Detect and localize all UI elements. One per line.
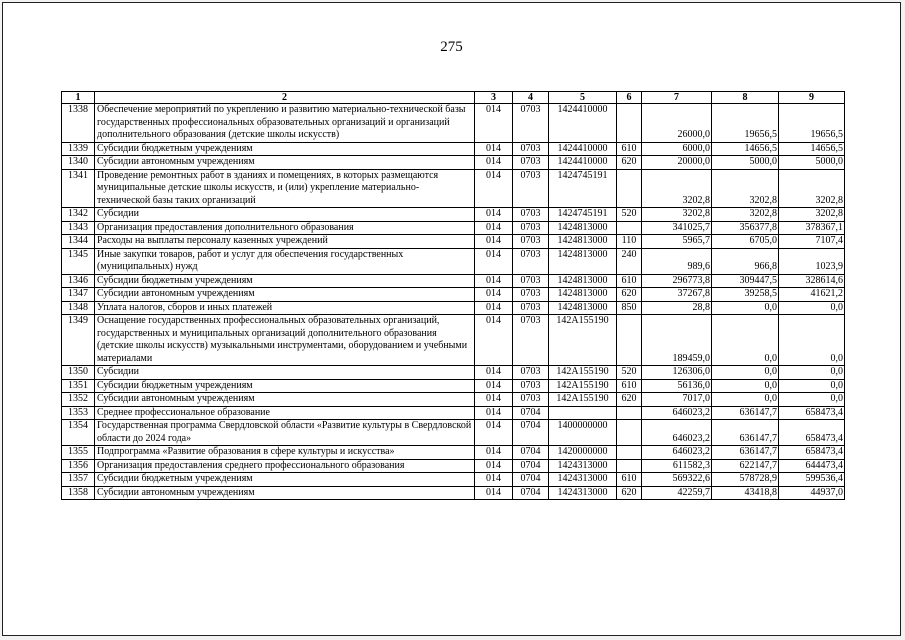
header-cell-9: 9 [779,92,845,104]
header-cell-1: 1 [62,92,95,104]
table-row [62,104,845,143]
amount-col7-cell: 3202,8 [642,208,712,222]
table-row [62,486,845,500]
section-code-cell: 0704 [513,473,549,487]
row-number-cell: 1354 [62,420,95,446]
amount-col8-cell: 0,0 [712,366,779,380]
amount-col9-cell: 41621,2 [779,288,845,302]
expense-type-cell [617,315,642,366]
ministry-code-cell: 014 [475,420,513,446]
ministry-code-cell: 014 [475,393,513,407]
ministry-code-cell: 014 [475,315,513,366]
amount-col8-cell: 309447,5 [712,274,779,288]
row-number-cell: 1347 [62,288,95,302]
row-number-cell: 1345 [62,248,95,274]
amount-col9-cell: 3202,8 [779,208,845,222]
target-article-cell: 1424313000 [549,459,617,473]
amount-col7-cell: 189459,0 [642,315,712,366]
table-row [62,248,845,274]
section-code-cell: 0703 [513,393,549,407]
amount-col8-cell: 0,0 [712,393,779,407]
ministry-code-cell: 014 [475,288,513,302]
amount-col8-cell: 39258,5 [712,288,779,302]
item-name-cell: Обеспечение мероприятий по укреплению и развитию материально-технической базы государственных профессиональных образовательных организаций и организаций дополнительного образования (детские школы искусств) [95,104,475,143]
amount-col9-cell: 14656,5 [779,142,845,156]
table-row [62,301,845,315]
target-article-cell: 1420000000 [549,446,617,460]
target-article-cell: 1424410000 [549,156,617,170]
table-row [62,156,845,170]
row-number-cell: 1353 [62,406,95,420]
table-row [62,169,845,208]
expense-type-cell [617,221,642,235]
section-code-cell: 0704 [513,486,549,500]
item-name-cell: Субсидии бюджетным учреждениям [95,274,475,288]
row-number-cell: 1346 [62,274,95,288]
amount-col8-cell: 3202,8 [712,208,779,222]
row-number-cell: 1348 [62,301,95,315]
section-code-cell: 0704 [513,420,549,446]
header-cell-8: 8 [712,92,779,104]
header-cell-5: 5 [549,92,617,104]
section-code-cell: 0703 [513,379,549,393]
target-article-cell: 1424410000 [549,142,617,156]
amount-col7-cell: 5965,7 [642,235,712,249]
ministry-code-cell: 014 [475,459,513,473]
expense-type-cell [617,446,642,460]
section-code-cell: 0703 [513,288,549,302]
amount-col7-cell: 20000,0 [642,156,712,170]
amount-col9-cell: 44937,0 [779,486,845,500]
item-name-cell: Расходы на выплаты персоналу казенных учреждений [95,235,475,249]
target-article-cell: 1424313000 [549,486,617,500]
amount-col7-cell: 646023,2 [642,406,712,420]
section-code-cell: 0703 [513,221,549,235]
header-cell-2: 2 [95,92,475,104]
table-row [62,393,845,407]
row-number-cell: 1355 [62,446,95,460]
item-name-cell: Государственная программа Свердловской области «Развитие культуры в Свердловской области до 2024 года» [95,420,475,446]
table-row [62,406,845,420]
section-code-cell: 0703 [513,248,549,274]
row-number-cell: 1341 [62,169,95,208]
amount-col9-cell: 5000,0 [779,156,845,170]
table-row [62,288,845,302]
amount-col9-cell: 0,0 [779,301,845,315]
amount-col9-cell: 0,0 [779,366,845,380]
amount-col9-cell: 658473,4 [779,420,845,446]
amount-col7-cell: 7017,0 [642,393,712,407]
amount-col9-cell: 0,0 [779,379,845,393]
ministry-code-cell: 014 [475,142,513,156]
amount-col9-cell: 7107,4 [779,235,845,249]
item-name-cell: Организация предоставления дополнительного образования [95,221,475,235]
amount-col9-cell: 3202,8 [779,169,845,208]
ministry-code-cell: 014 [475,473,513,487]
amount-col7-cell: 37267,8 [642,288,712,302]
table-row [62,379,845,393]
table-row [62,221,845,235]
amount-col8-cell: 43418,8 [712,486,779,500]
expense-type-cell: 610 [617,473,642,487]
amount-col8-cell: 6705,0 [712,235,779,249]
amount-col8-cell: 636147,7 [712,446,779,460]
target-article-cell: 142A155190 [549,379,617,393]
amount-col9-cell: 378367,1 [779,221,845,235]
item-name-cell: Организация предоставления среднего профессионального образования [95,459,475,473]
amount-col7-cell: 56136,0 [642,379,712,393]
amount-col8-cell: 0,0 [712,379,779,393]
amount-col7-cell: 569322,6 [642,473,712,487]
header-cell-3: 3 [475,92,513,104]
amount-col9-cell: 599536,4 [779,473,845,487]
table-row [62,420,845,446]
amount-col8-cell: 3202,8 [712,169,779,208]
target-article-cell: 1424813000 [549,274,617,288]
section-code-cell: 0703 [513,274,549,288]
item-name-cell: Проведение ремонтных работ в зданиях и помещениях, в которых размещаются муниципальные детские школы искусств, и (или) укрепление материально-технической базы таких организаций [95,169,475,208]
item-name-cell: Иные закупки товаров, работ и услуг для обеспечения государственных (муниципальных) нужд [95,248,475,274]
amount-col9-cell: 658473,4 [779,406,845,420]
target-article-cell: 1424745191 [549,208,617,222]
amount-col8-cell: 5000,0 [712,156,779,170]
item-name-cell: Субсидии [95,208,475,222]
amount-col8-cell: 966,8 [712,248,779,274]
section-code-cell: 0703 [513,366,549,380]
target-article-cell: 1424813000 [549,221,617,235]
table-body [62,104,845,500]
amount-col9-cell: 644473,4 [779,459,845,473]
amount-col8-cell: 19656,5 [712,104,779,143]
table-row [62,459,845,473]
amount-col9-cell: 1023,9 [779,248,845,274]
amount-col7-cell: 126306,0 [642,366,712,380]
section-code-cell: 0703 [513,142,549,156]
expense-type-cell: 610 [617,142,642,156]
row-number-cell: 1344 [62,235,95,249]
expense-type-cell: 620 [617,156,642,170]
item-name-cell: Среднее профессиональное образование [95,406,475,420]
row-number-cell: 1338 [62,104,95,143]
amount-col7-cell: 296773,8 [642,274,712,288]
header-row [62,92,845,104]
expense-type-cell: 240 [617,248,642,274]
ministry-code-cell: 014 [475,486,513,500]
amount-col9-cell: 19656,5 [779,104,845,143]
expense-type-cell [617,420,642,446]
amount-col7-cell: 6000,0 [642,142,712,156]
amount-col9-cell: 0,0 [779,393,845,407]
amount-col8-cell: 622147,7 [712,459,779,473]
ministry-code-cell: 014 [475,379,513,393]
table-row [62,366,845,380]
item-name-cell: Оснащение государственных профессиональных образовательных организаций, государственных и муниципальных организаций дополнительного образования (детские школы искусств) музыкальными инструментами, оборудованием и учебными материалами [95,315,475,366]
expense-type-cell: 620 [617,393,642,407]
amount-col7-cell: 611582,3 [642,459,712,473]
target-article-cell [549,406,617,420]
item-name-cell: Субсидии автономным учреждениям [95,288,475,302]
expense-type-cell: 620 [617,486,642,500]
amount-col7-cell: 646023,2 [642,446,712,460]
section-code-cell: 0703 [513,301,549,315]
amount-col8-cell: 636147,7 [712,406,779,420]
amount-col8-cell: 356377,8 [712,221,779,235]
budget-table [61,91,845,500]
target-article-cell: 1424745191 [549,169,617,208]
item-name-cell: Подпрограмма «Развитие образования в сфере культуры и искусства» [95,446,475,460]
item-name-cell: Субсидии автономным учреждениям [95,486,475,500]
row-number-cell: 1339 [62,142,95,156]
expense-type-cell [617,459,642,473]
expense-type-cell [617,169,642,208]
ministry-code-cell: 014 [475,208,513,222]
ministry-code-cell: 014 [475,366,513,380]
target-article-cell: 1424813000 [549,301,617,315]
ministry-code-cell: 014 [475,446,513,460]
ministry-code-cell: 014 [475,406,513,420]
section-code-cell: 0703 [513,169,549,208]
section-code-cell: 0703 [513,235,549,249]
amount-col7-cell: 26000,0 [642,104,712,143]
header-cell-6: 6 [617,92,642,104]
table-row [62,274,845,288]
expense-type-cell: 610 [617,274,642,288]
row-number-cell: 1351 [62,379,95,393]
section-code-cell: 0704 [513,406,549,420]
expense-type-cell: 620 [617,288,642,302]
row-number-cell: 1343 [62,221,95,235]
item-name-cell: Субсидии [95,366,475,380]
ministry-code-cell: 014 [475,248,513,274]
table-row [62,235,845,249]
expense-type-cell: 110 [617,235,642,249]
amount-col7-cell: 646023,2 [642,420,712,446]
amount-col7-cell: 989,6 [642,248,712,274]
target-article-cell: 142A155190 [549,393,617,407]
amount-col8-cell: 636147,7 [712,420,779,446]
amount-col9-cell: 328614,6 [779,274,845,288]
amount-col9-cell: 0,0 [779,315,845,366]
amount-col8-cell: 0,0 [712,301,779,315]
section-code-cell: 0703 [513,104,549,143]
ministry-code-cell: 014 [475,156,513,170]
row-number-cell: 1352 [62,393,95,407]
row-number-cell: 1350 [62,366,95,380]
target-article-cell: 142A155190 [549,366,617,380]
expense-type-cell: 850 [617,301,642,315]
table-row [62,446,845,460]
expense-type-cell: 610 [617,379,642,393]
item-name-cell: Субсидии бюджетным учреждениям [95,142,475,156]
row-number-cell: 1356 [62,459,95,473]
section-code-cell: 0704 [513,459,549,473]
page-number: 275 [440,39,463,55]
table-row [62,473,845,487]
amount-col8-cell: 0,0 [712,315,779,366]
amount-col8-cell: 14656,5 [712,142,779,156]
row-number-cell: 1357 [62,473,95,487]
table-row [62,142,845,156]
ministry-code-cell: 014 [475,235,513,249]
item-name-cell: Субсидии бюджетным учреждениям [95,379,475,393]
target-article-cell: 1424813000 [549,248,617,274]
section-code-cell: 0703 [513,315,549,366]
document-page [2,2,901,636]
target-article-cell: 142A155190 [549,315,617,366]
amount-col7-cell: 42259,7 [642,486,712,500]
item-name-cell: Субсидии автономным учреждениям [95,393,475,407]
row-number-cell: 1340 [62,156,95,170]
target-article-cell: 1400000000 [549,420,617,446]
amount-col8-cell: 578728,9 [712,473,779,487]
ministry-code-cell: 014 [475,301,513,315]
ministry-code-cell: 014 [475,221,513,235]
target-article-cell: 1424410000 [549,104,617,143]
expense-type-cell [617,406,642,420]
row-number-cell: 1349 [62,315,95,366]
target-article-cell: 1424813000 [549,288,617,302]
section-code-cell: 0703 [513,208,549,222]
ministry-code-cell: 014 [475,104,513,143]
target-article-cell: 1424813000 [549,235,617,249]
amount-col7-cell: 3202,8 [642,169,712,208]
header-cell-4: 4 [513,92,549,104]
row-number-cell: 1342 [62,208,95,222]
amount-col7-cell: 341025,7 [642,221,712,235]
amount-col7-cell: 28,8 [642,301,712,315]
section-code-cell: 0704 [513,446,549,460]
expense-type-cell: 520 [617,208,642,222]
expense-type-cell [617,104,642,143]
table-row [62,208,845,222]
target-article-cell: 1424313000 [549,473,617,487]
row-number-cell: 1358 [62,486,95,500]
item-name-cell: Уплата налогов, сборов и иных платежей [95,301,475,315]
header-cell-7: 7 [642,92,712,104]
ministry-code-cell: 014 [475,274,513,288]
amount-col9-cell: 658473,4 [779,446,845,460]
expense-type-cell: 520 [617,366,642,380]
item-name-cell: Субсидии автономным учреждениям [95,156,475,170]
item-name-cell: Субсидии бюджетным учреждениям [95,473,475,487]
section-code-cell: 0703 [513,156,549,170]
table-row [62,315,845,366]
ministry-code-cell: 014 [475,169,513,208]
